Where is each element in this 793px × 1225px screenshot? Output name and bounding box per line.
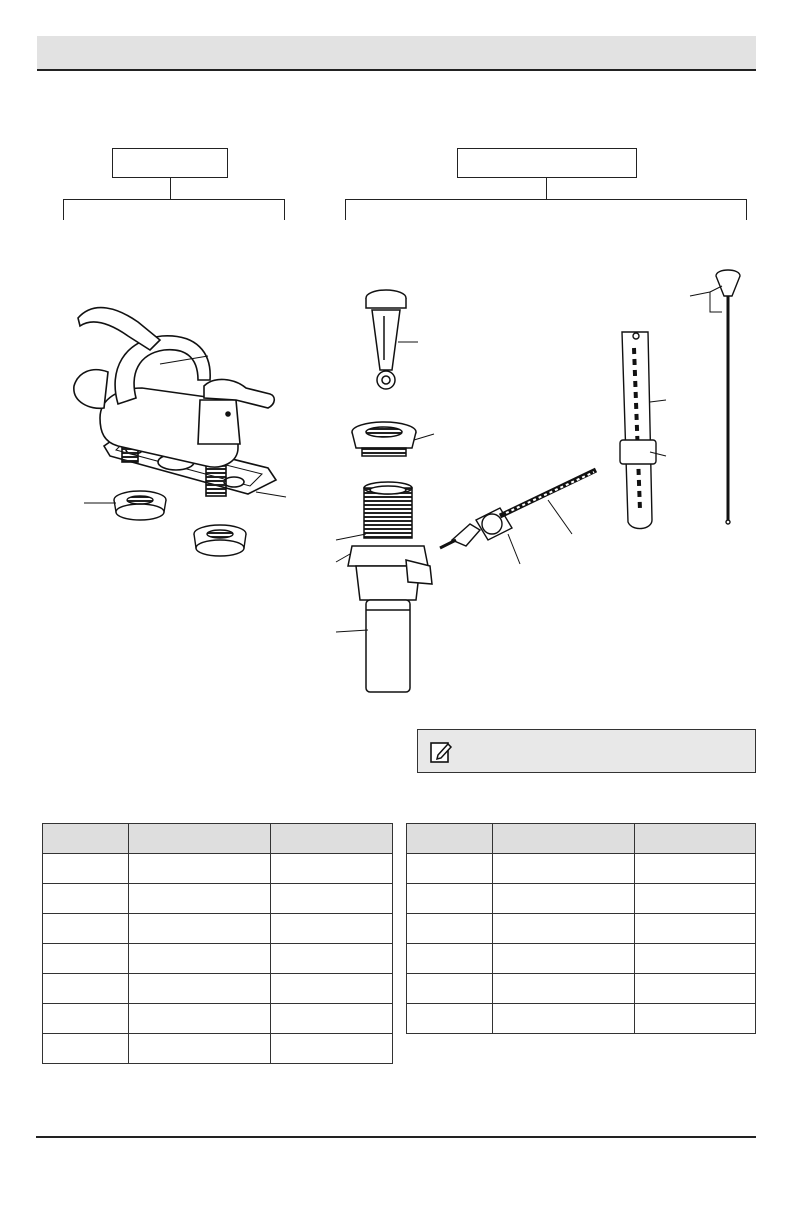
table-cell (43, 884, 129, 914)
extension-strap (620, 332, 656, 529)
table-row (43, 944, 393, 974)
table-header-row (407, 824, 756, 854)
parts-table-right (406, 823, 756, 1034)
table-header-cell (129, 824, 271, 854)
table-row (43, 974, 393, 1004)
table-cell (493, 944, 635, 974)
faucet-body (74, 308, 276, 496)
table-cell (407, 884, 493, 914)
mounting-nut-left (114, 491, 166, 520)
table-cell (129, 1034, 271, 1064)
mounting-nut-right (194, 525, 246, 556)
table-cell (43, 914, 129, 944)
table-row (407, 884, 756, 914)
table-row (407, 914, 756, 944)
table-cell (493, 974, 635, 1004)
table-cell (129, 884, 271, 914)
table-cell (129, 944, 271, 974)
table-cell (407, 974, 493, 1004)
table-cell (129, 854, 271, 884)
table-cell (43, 1034, 129, 1064)
table-cell (43, 854, 129, 884)
table-header-cell (635, 824, 756, 854)
table-cell (271, 974, 393, 1004)
table-row (43, 884, 393, 914)
table-cell (129, 974, 271, 1004)
table-cell (129, 1004, 271, 1034)
table-cell (271, 1004, 393, 1034)
table-cell (271, 854, 393, 884)
table-cell (271, 1034, 393, 1064)
table-cell (271, 914, 393, 944)
table-row (43, 914, 393, 944)
table-cell (407, 914, 493, 944)
table-cell (43, 1004, 129, 1034)
table-cell (271, 944, 393, 974)
parts-table-left (42, 823, 393, 1064)
table-cell (407, 854, 493, 884)
table-cell (493, 1004, 635, 1034)
pivot-rod (440, 470, 596, 548)
note-pencil-icon (428, 739, 454, 765)
table-cell (129, 914, 271, 944)
table-header-row (43, 824, 393, 854)
table-row (43, 1004, 393, 1034)
table-cell (635, 884, 756, 914)
table-cell (493, 914, 635, 944)
table-row (407, 1004, 756, 1034)
table-header-cell (271, 824, 393, 854)
table-cell (43, 974, 129, 1004)
table-cell (635, 944, 756, 974)
table-row (43, 854, 393, 884)
table-cell (635, 974, 756, 1004)
drain-flange (352, 422, 416, 456)
table-row (407, 974, 756, 1004)
table-header-cell (43, 824, 129, 854)
table-cell (407, 1004, 493, 1034)
table-cell (635, 854, 756, 884)
table-row (43, 1034, 393, 1064)
table-row (407, 944, 756, 974)
lift-rod (716, 270, 740, 524)
note-box (417, 729, 756, 773)
table-header-cell (407, 824, 493, 854)
table-row (407, 854, 756, 884)
table-cell (43, 944, 129, 974)
table-cell (635, 1004, 756, 1034)
drain-stopper (366, 290, 406, 389)
table-cell (407, 944, 493, 974)
table-cell (493, 854, 635, 884)
table-cell (271, 884, 393, 914)
drain-body (348, 482, 432, 692)
footer-rule (36, 1136, 756, 1138)
table-cell (635, 914, 756, 944)
table-header-cell (493, 824, 635, 854)
table-cell (493, 884, 635, 914)
